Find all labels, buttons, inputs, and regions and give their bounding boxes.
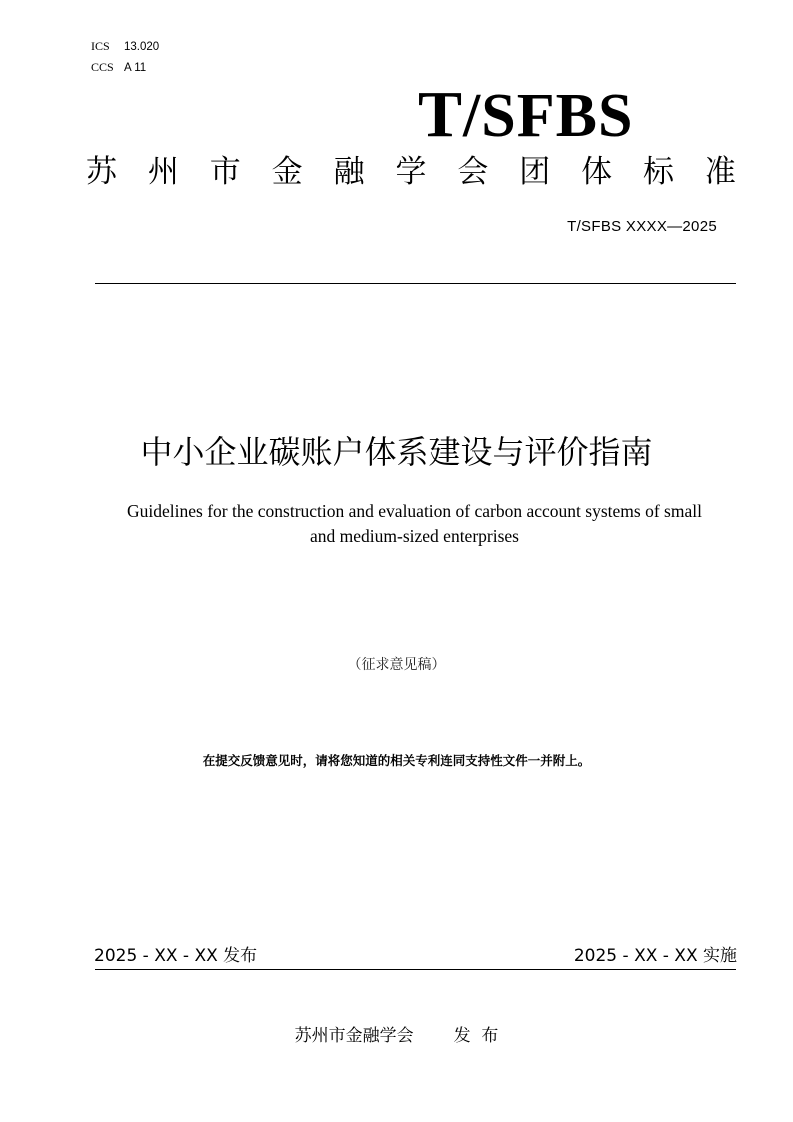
logo-letters: /SFBS xyxy=(463,82,634,150)
ics-value: 13.020 xyxy=(124,41,160,53)
org-title-char: 会 xyxy=(457,154,489,190)
document-title-en-line2: and medium-sized enterprises xyxy=(310,526,519,546)
organization-standard-title xyxy=(86,150,736,194)
ics-code xyxy=(91,39,159,54)
header-divider xyxy=(95,283,736,284)
ccs-label: CCS xyxy=(91,60,114,74)
document-title-en xyxy=(96,499,733,549)
org-title-char: 标 xyxy=(643,154,675,190)
ccs-code xyxy=(91,60,146,75)
footer-divider xyxy=(95,969,736,970)
logo-letter-t: T xyxy=(418,78,464,151)
org-title-char: 学 xyxy=(395,154,427,190)
publish-word: 发 布 xyxy=(453,1026,499,1046)
org-title-char: 融 xyxy=(333,154,365,190)
standard-logo xyxy=(418,78,693,151)
publisher-name: 苏州市金融学会 xyxy=(294,1026,414,1046)
publisher-line xyxy=(0,1024,793,1048)
org-title-char: 准 xyxy=(704,154,736,190)
org-title-char: 市 xyxy=(209,154,241,190)
patent-notice: 在提交反馈意见时，请将您知道的相关专利连同支持性文件一并附上。 xyxy=(202,753,591,768)
standard-number: T/SFBS XXXX—2025 xyxy=(567,218,717,235)
org-title-char: 体 xyxy=(581,154,613,190)
document-title-en-line1: Guidelines for the construction and evaluation of carbon account systems of small xyxy=(127,501,702,521)
ics-label: ICS xyxy=(91,39,110,53)
draft-stage-label: （征求意见稿） xyxy=(347,657,446,673)
ccs-value: A 11 xyxy=(124,62,147,74)
publish-date: 2025 - XX - XX 发布 xyxy=(94,946,258,966)
document-title-cn: 中小企业碳账户体系建设与评价指南 xyxy=(140,433,653,471)
implement-date: 2025 - XX - XX 实施 xyxy=(573,946,737,966)
org-title-char: 团 xyxy=(519,154,551,190)
org-title-char: 州 xyxy=(147,154,179,190)
org-title-char: 苏 xyxy=(86,154,117,190)
org-title-char: 金 xyxy=(271,154,303,190)
